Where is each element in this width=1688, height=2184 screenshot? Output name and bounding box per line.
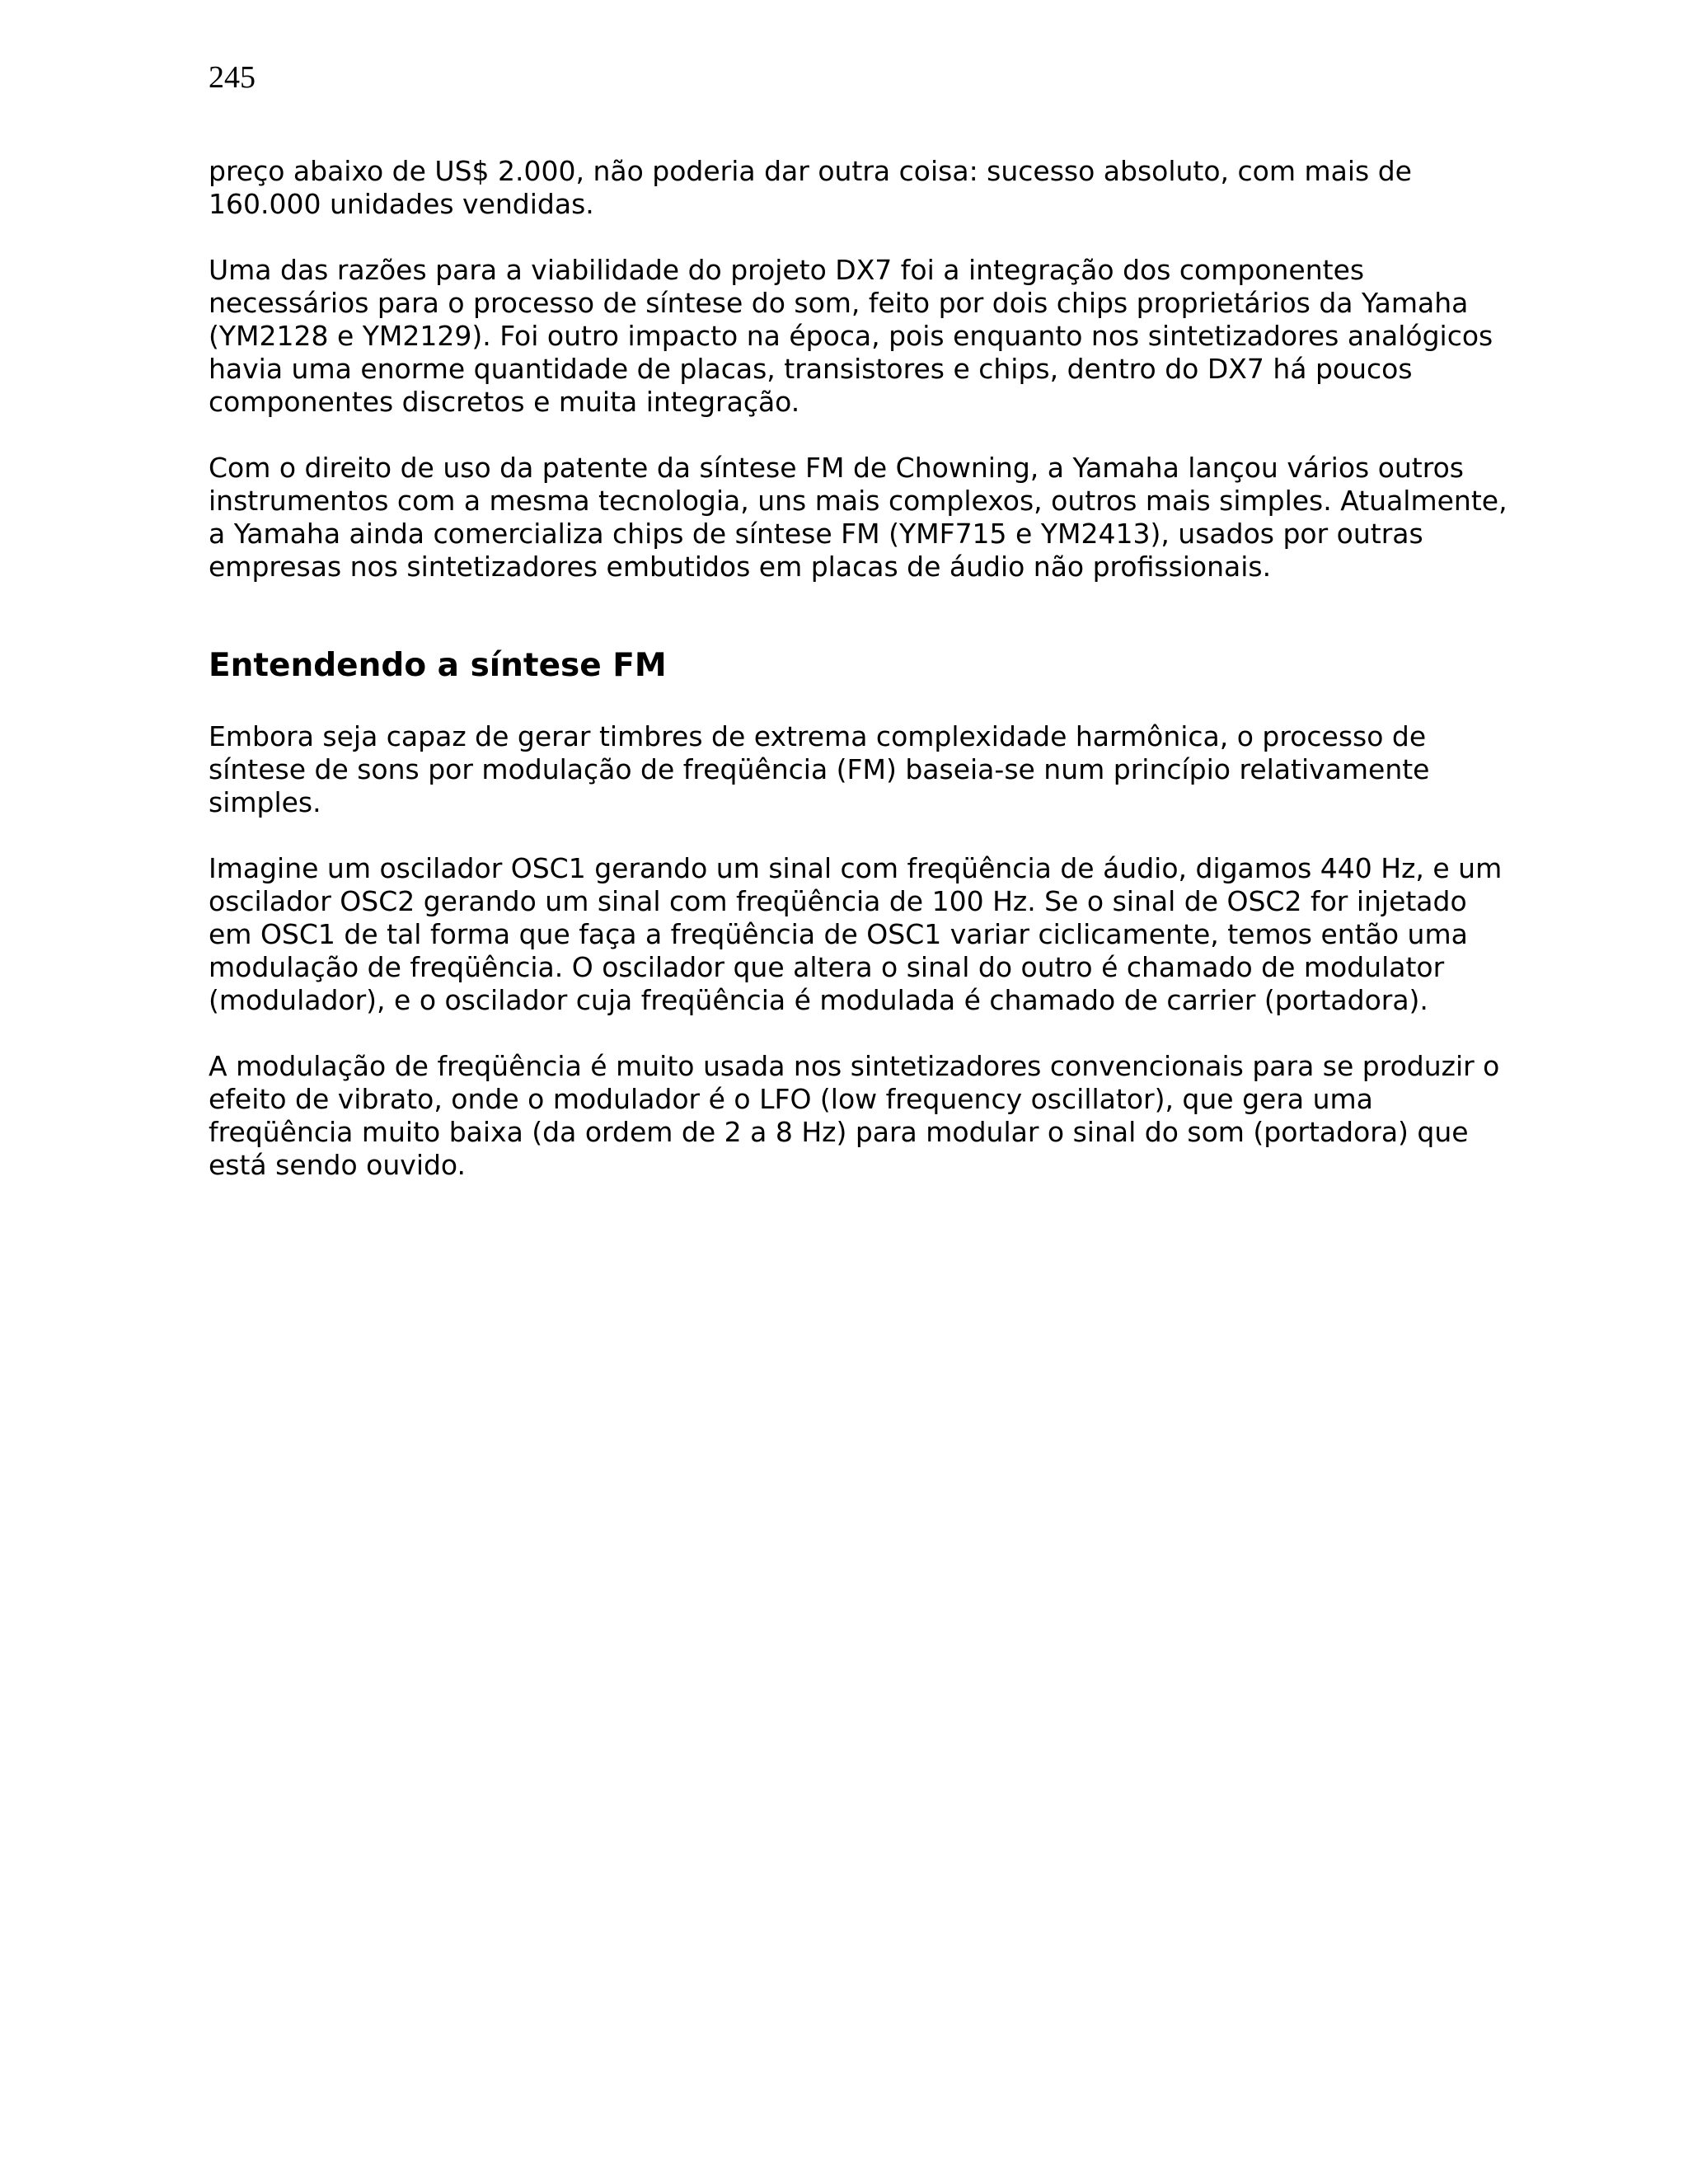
text-line: preço abaixo de US$ 2.000, não poderia dar outra coisa: sucesso absoluto, com mais de [209, 155, 1412, 187]
paragraph [209, 254, 1544, 419]
text-line: Embora seja capaz de gerar timbres de extrema complexidade harmônica, o processo de [209, 720, 1427, 752]
body-text-after-heading [209, 720, 1544, 1182]
section-heading: Entendendo a síntese FM [209, 647, 667, 684]
text-line: componentes discretos e muita integração. [209, 386, 800, 418]
paragraph [209, 452, 1544, 583]
text-line: está sendo ouvido. [209, 1149, 467, 1181]
paragraph [209, 1050, 1544, 1182]
text-line: síntese de sons por modulação de freqüência (FM) baseia-se num princípio relativamente [209, 753, 1430, 785]
text-line: simples. [209, 786, 321, 818]
body-text-before-heading [209, 155, 1544, 583]
page-body [209, 155, 1544, 1215]
text-line: necessários para o processo de síntese do som, feito por dois chips proprietários da Yamaha [209, 287, 1469, 319]
text-line: em OSC1 de tal forma que faça a freqüência de OSC1 variar ciclicamente, temos então uma [209, 918, 1468, 950]
text-line: freqüência muito baixa (da ordem de 2 a 8 Hz) para modular o sinal do som (portadora) que [209, 1116, 1469, 1148]
text-line: instrumentos com a mesma tecnologia, uns mais complexos, outros mais simples. Atualmente, [209, 485, 1507, 517]
text-line: a Yamaha ainda comercializa chips de síntese FM (YMF715 e YM2413), usados por outras [209, 518, 1423, 550]
text-line: A modulação de freqüência é muito usada nos sintetizadores convencionais para se produzir o [209, 1050, 1500, 1082]
text-line: (modulador), e o oscilador cuja freqüência é modulada é chamado de carrier (portadora). [209, 984, 1428, 1016]
paragraph [209, 852, 1544, 1017]
text-line: efeito de vibrato, onde o modulador é o LFO (low frequency oscillator), que gera uma [209, 1083, 1373, 1115]
text-line: (YM2128 e YM2129). Foi outro impacto na época, pois enquanto nos sintetizadores analógicos [209, 320, 1493, 352]
text-line: Imagine um oscilador OSC1 gerando um sinal com freqüência de áudio, digamos 440 Hz, e um [209, 852, 1503, 884]
text-line: Uma das razões para a viabilidade do projeto DX7 foi a integração dos componentes [209, 254, 1365, 286]
text-line: 160.000 unidades vendidas. [209, 188, 594, 220]
text-line: modulação de freqüência. O oscilador que altera o sinal do outro é chamado de modulator [209, 951, 1445, 983]
text-line: oscilador OSC2 gerando um sinal com freqüência de 100 Hz. Se o sinal de OSC2 for injetado [209, 885, 1467, 917]
page-number: 245 [209, 60, 256, 95]
text-line: Com o direito de uso da patente da síntese FM de Chowning, a Yamaha lançou vários outros [209, 452, 1464, 484]
text-line: havia uma enorme quantidade de placas, transistores e chips, dentro do DX7 há poucos [209, 353, 1413, 385]
paragraph [209, 720, 1544, 819]
paragraph [209, 155, 1544, 221]
text-line: empresas nos sintetizadores embutidos em placas de áudio não profissionais. [209, 551, 1272, 583]
